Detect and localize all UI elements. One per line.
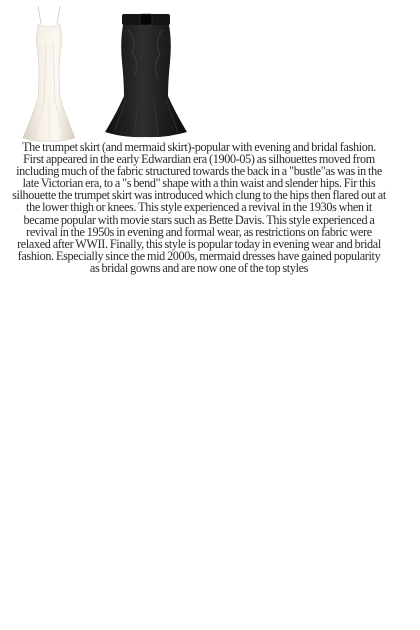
description-text: The trumpet skirt (and mermaid skirt)-popular with evening and bridal fashion. First appeared in the early Edwardian era (1900-05) as silhouettes moved from including much of the fabric structured towards the back in a "bustle"as was in the late Victorian era, to a "s bend" shape with a thin waist and slender hips. Fir this silhouette the trumpet skirt was introduced which clung to the hips then flared out at the lower thigh or knees. This style experienced a revival in the 1930s when it became popular with movie stars such as Bette Davis. This style experienced a revival in the 1950s in evening and formal wear, as restrictions on fabric were relaxed after WWII. Finally, this style is popular today in evening wear and bridal fashion. Especially since the mid 2000s, mermaid dresses have gained popularity as bridal gowns and are now one of the top styles xyxy=(12,140,386,275)
product-images xyxy=(0,0,420,142)
ivory-mermaid-gown-image xyxy=(22,4,76,142)
black-trumpet-skirt-image xyxy=(104,12,188,138)
